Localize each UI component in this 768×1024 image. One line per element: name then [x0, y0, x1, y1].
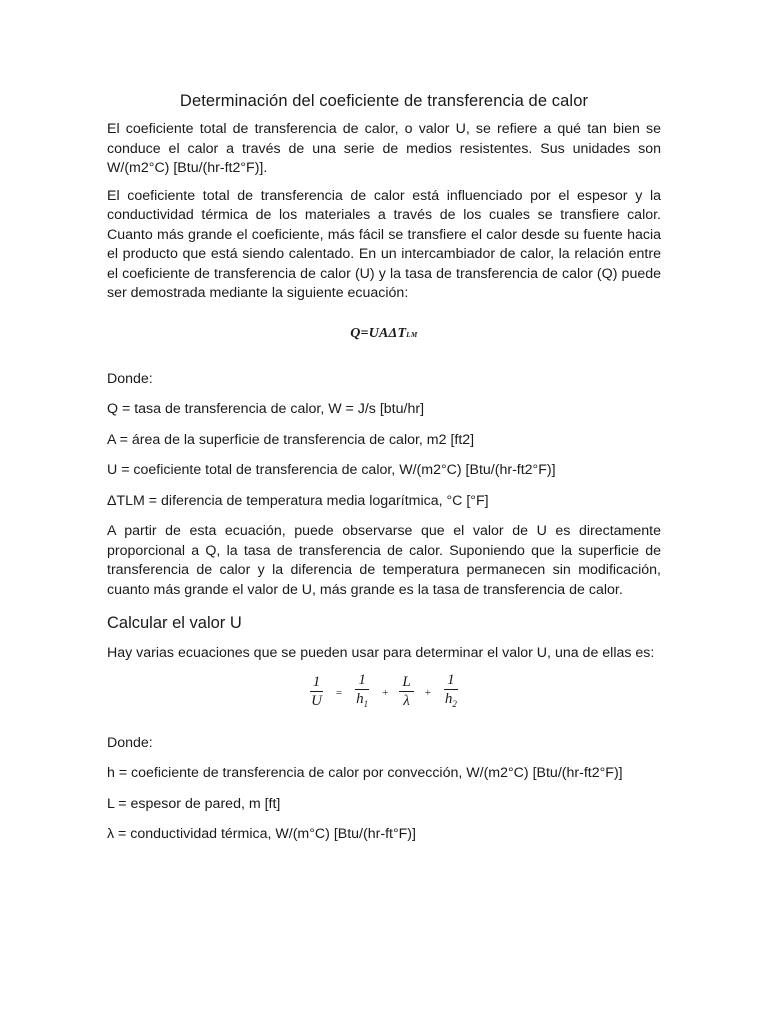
document-page	[107, 92, 661, 856]
influence-paragraph: El coeficiente total de transferencia de calor está influenciado por el espesor y la conductividad térmica de los materiales a través de los cuales se transfiere calor. Cuanto más grande el coeficiente, más fácil se transfiere el calor desde su fuente hacia el producto que está siendo calentado. En un intercambiador de calor, la relación entre el coeficiente de transferencia de calor (U) y la tasa de transferencia de calor (Q) puede ser demostrada mediante la siguiente ecuación:	[107, 187, 661, 301]
document-title: Determinación del coeficiente de transferencia de calor	[179, 92, 589, 110]
fraction-one-over-h2: $\frac{1}{h_2}$	[444, 671, 457, 709]
section-heading: Calcular el valor U	[107, 614, 242, 632]
definition-dtlm: ΔTLM = diferencia de temperatura media logarítmica, °C [°F]	[107, 492, 489, 509]
definition-u: U = coeficiente total de transferencia de calor, W/(m2°C) [Btu/(hr-ft2°F)]	[107, 462, 556, 478]
donde-label: Donde:	[107, 734, 153, 751]
definition-h: h = coeficiente de transferencia de calor por convección, W/(m2°C) [Btu/(hr-ft2°F)]	[107, 765, 623, 781]
donde-label: Donde:	[107, 370, 153, 387]
definition-a: A = área de la superficie de transferencia de calor, m2 [ft2]	[107, 431, 475, 448]
intro-paragraph: El coeficiente total de transferencia de calor, o valor U, se refiere a qué tan bien se conduce el calor a través de una serie de medios resistentes. Sus unidades son W/(m2°C) [Btu/(hr-ft2°F)].	[107, 121, 661, 176]
fraction-one-over-h1: $\frac{1}{h_1}$	[356, 671, 369, 709]
proportionality-paragraph: A partir de esta ecuación, puede observarse que el valor de U es directamente proporcional a Q, la tasa de transferencia de calor. Suponiendo que la superficie de transferencia de calor y la diferencia de temperatura permanecen sin modificación, cuanto más grande el valor de U, más grande es la tasa de transferencia de calor.	[107, 523, 661, 598]
plus-sign: +	[382, 686, 389, 699]
definition-lambda: λ = conductividad térmica, W/(m°C) [Btu/(hr-ft°F)]	[107, 826, 416, 842]
fraction-one-over-u: $\frac{1}{U}$	[311, 674, 322, 709]
definition-l: L = espesor de pared, m [ft]	[107, 795, 281, 812]
equation-subscript: LM	[406, 330, 418, 339]
definition-q: Q = tasa de transferencia de calor, W = J/s [btu/hr]	[107, 401, 425, 417]
fraction-l-over-lambda: $\frac{L}{\lambda}$	[399, 674, 413, 709]
heat-transfer-equation	[107, 326, 661, 342]
equations-intro-paragraph: Hay varias ecuaciones que se pueden usar para determinar el valor U, una de ellas es:	[107, 645, 655, 661]
equation-main: Q=UAΔT	[350, 325, 407, 341]
u-value-equation	[107, 672, 661, 712]
plus-sign: +	[424, 686, 431, 699]
equals-sign: =	[335, 686, 343, 699]
